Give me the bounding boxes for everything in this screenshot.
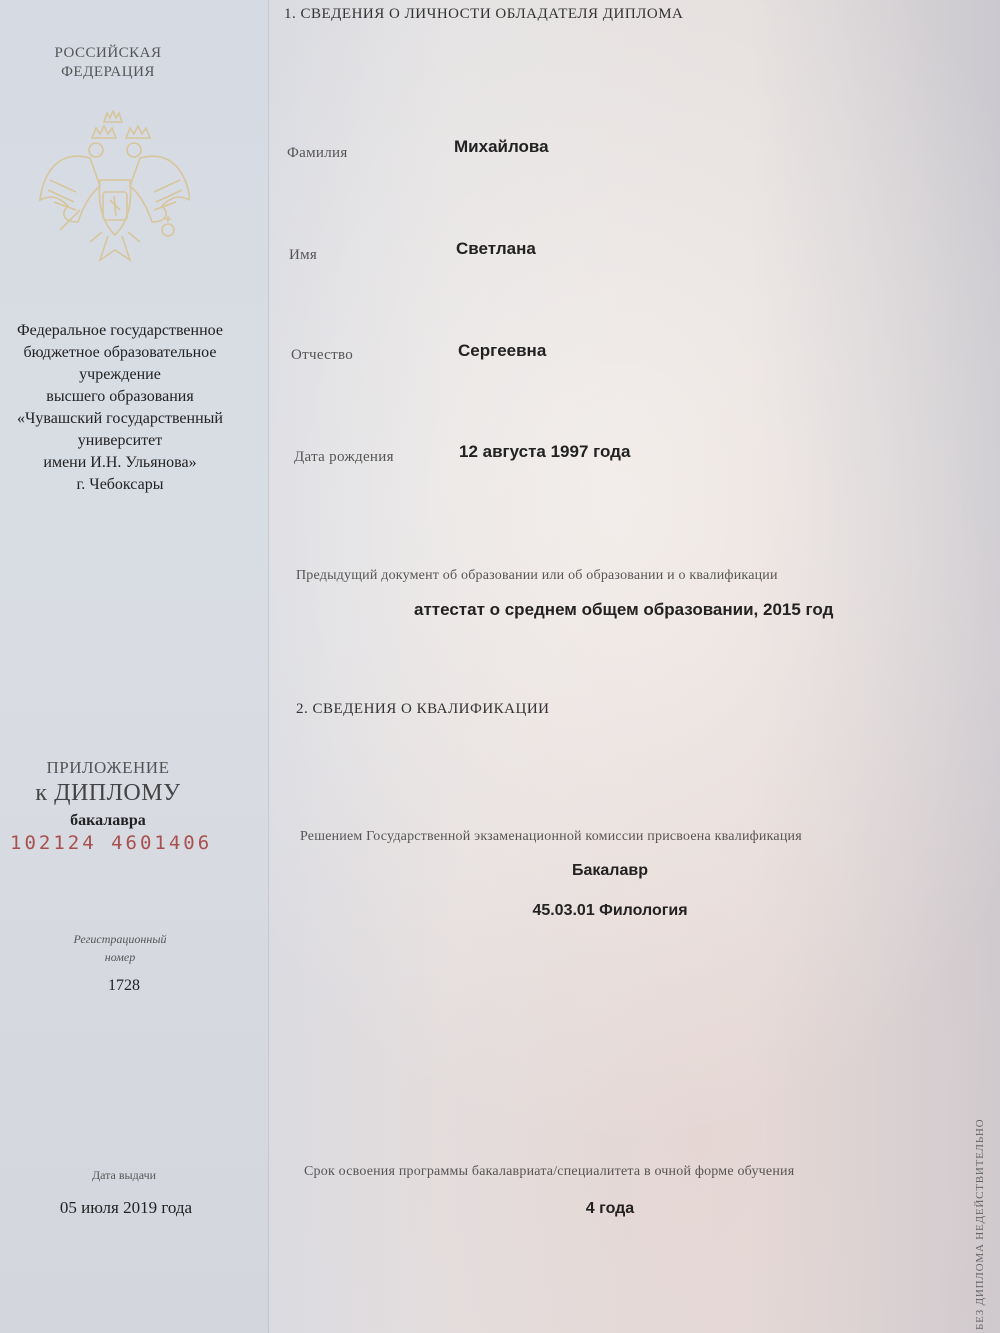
surname-value: Михайлова <box>454 137 549 156</box>
appendix-subtitle: к ДИПЛОМУ <box>35 780 181 806</box>
section-2-title: 2. СВЕДЕНИЯ О КВАЛИФИКАЦИИ <box>296 701 550 717</box>
name-label: Имя <box>289 247 318 263</box>
university-line: бюджетное образовательное <box>23 344 217 361</box>
country-line-1: РОССИЙСКАЯ <box>54 45 162 61</box>
study-duration-value: 4 года <box>585 1200 635 1217</box>
registration-label-line-1: Регистрационный <box>73 932 167 946</box>
side-note-vertical: БЕЗ ДИПЛОМА НЕДЕЙСТВИТЕЛЬНО <box>974 1118 986 1330</box>
name-value: Светлана <box>456 239 536 258</box>
qualification-decision-caption: Решением Государственной экзаменационной комиссии присвоена квалификация <box>300 829 802 844</box>
university-line: г. Чебоксары <box>76 476 164 493</box>
serial-number: 102124 4601406 <box>10 832 213 854</box>
university-line: высшего образования <box>46 388 194 405</box>
registration-label-line-2: номер <box>104 950 136 964</box>
surname-label: Фамилия <box>287 145 348 161</box>
study-duration-caption: Срок освоения программы бакалавриата/специалитета в очной форме обучения <box>304 1164 795 1179</box>
previous-document-value: аттестат о среднем общем образовании, 2015 год <box>414 600 834 619</box>
registration-number: 1728 <box>108 977 140 994</box>
university-name <box>0 320 240 496</box>
birth-date-label: Дата рождения <box>294 449 394 465</box>
country-line-2: ФЕДЕРАЦИЯ <box>61 64 155 80</box>
university-line: учреждение <box>79 366 161 383</box>
university-line: университет <box>77 432 163 449</box>
section-1-title: 1. СВЕДЕНИЯ О ЛИЧНОСТИ ОБЛАДАТЕЛЯ ДИПЛОМА <box>284 6 684 22</box>
qualification-value: Бакалавр <box>572 862 648 879</box>
appendix-title: ПРИЛОЖЕНИЕ <box>46 758 170 777</box>
coat-of-arms-emblem-icon <box>30 110 190 280</box>
registration-label <box>0 930 240 966</box>
left-panel <box>0 0 269 1333</box>
university-line: имени И.Н. Ульянова» <box>43 454 197 471</box>
country-name <box>0 44 216 82</box>
specialty-value: 45.03.01 Филология <box>532 902 688 919</box>
appendix-degree: бакалавра <box>70 812 146 829</box>
birth-date-value: 12 августа 1997 года <box>459 442 631 461</box>
issue-date-label: Дата выдачи <box>91 1168 157 1182</box>
issue-date: 05 июля 2019 года <box>59 1198 193 1217</box>
previous-document-caption: Предыдущий документ об образовании или об образовании и о квалификации <box>296 568 778 583</box>
patronymic-label: Отчество <box>291 347 354 363</box>
university-line: «Чувашский государственный <box>17 410 223 427</box>
university-line: Федеральное государственное <box>17 322 223 339</box>
patronymic-value: Сергеевна <box>458 341 547 360</box>
